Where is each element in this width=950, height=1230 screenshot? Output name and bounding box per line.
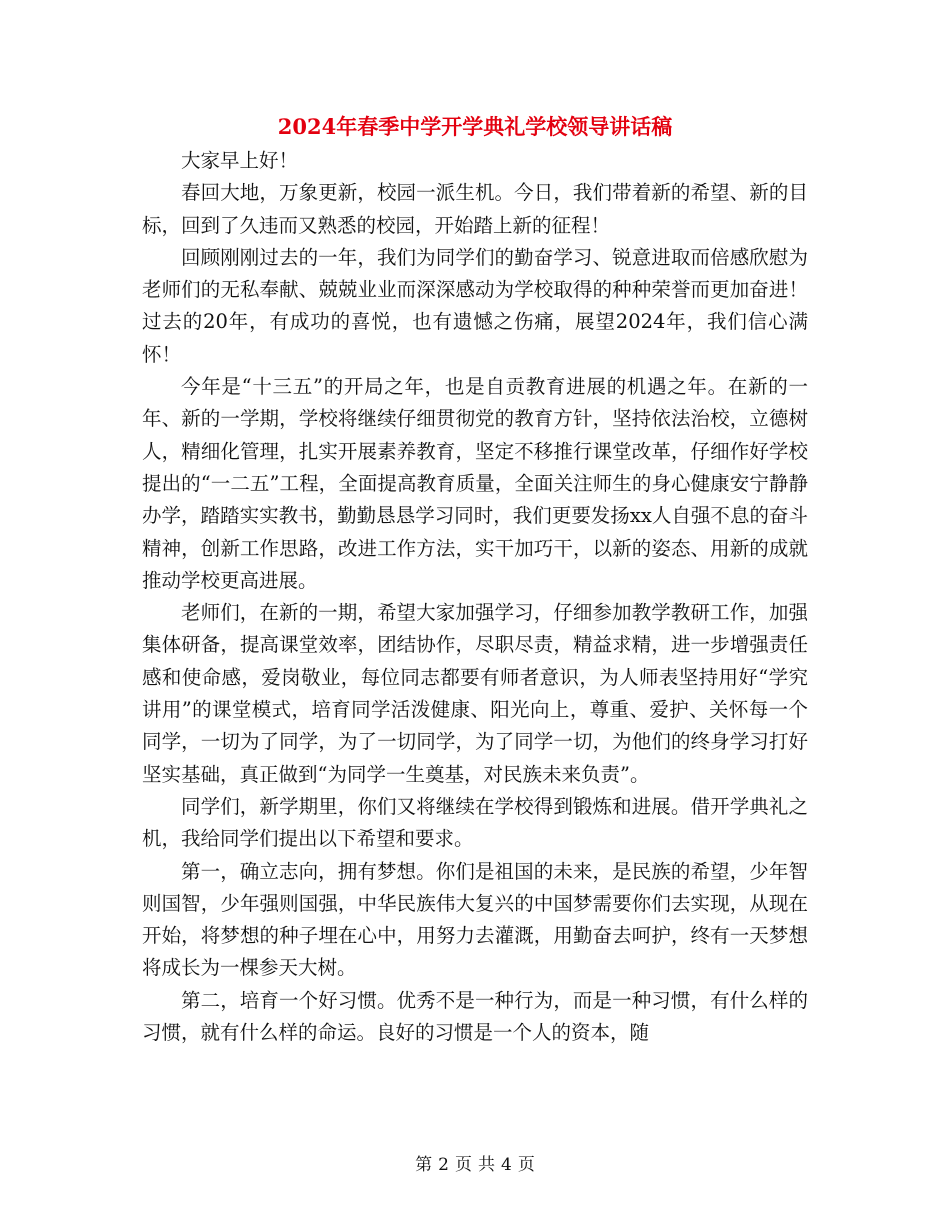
- paragraph: 回顾刚刚过去的一年，我们为同学们的勤奋学习、锐意进取而倍感欣慰为老师们的无私奉献、兢兢业业而深深感动为学校取得的种种荣誉而更加奋进！过去的20年，有成功的喜悦，也有遗憾之伤痛，展望2024年，我们信心满怀！: [142, 245, 808, 366]
- paragraph: 春回大地，万象更新，校园一派生机。今日，我们带着新的希望、新的目标，回到了久违而又熟悉的校园，开始踏上新的征程！: [142, 181, 808, 237]
- footer-total-word: 共: [478, 1155, 495, 1175]
- document-body: [142, 145, 808, 1049]
- paragraph-greeting: 大家早上好！: [181, 149, 299, 172]
- paragraph: 第一，确立志向，拥有梦想。你们是祖国的未来，是民族的希望，少年智则国智，少年强则国强，中华民族伟大复兴的中国梦需要你们去实现，从现在开始，将梦想的种子埋在心中，用努力去灌溉，用勤奋去呵护，终有一天梦想将成长为一棵参天大树。: [142, 859, 808, 980]
- footer-page-word: 页: [455, 1155, 472, 1175]
- paragraph: 老师们，在新的一期，希望大家加强学习，仔细参加教学教研工作，加强集体研备，提高课堂效率，团结协作，尽职尽责，精益求精，进一步增强责任感和使命感，爱岗敬业，每位同志都要有师者意识，为人师表坚持用好“学究讲用”的课堂模式，培育同学活泼健康、阳光向上，尊重、爱护、关怀每一个同学，一切为了同学，为了一切同学，为了同学一切，为他们的终身学习打好坚实基础，真正做到“为同学一生奠基，对民族未来负责”。: [142, 601, 808, 786]
- paragraph: 同学们，新学期里，你们又将继续在学校得到锻炼和进展。借开学典礼之机，我给同学们提出以下希望和要求。: [142, 794, 808, 851]
- page-footer: [0, 1153, 950, 1177]
- footer-current-page: 2: [438, 1155, 449, 1175]
- footer-suffix: 页: [517, 1155, 535, 1175]
- document-title: 2024年春季中学开学典礼学校领导讲话稿: [277, 114, 673, 139]
- paragraph: 第二，培育一个好习惯。优秀不是一种行为，而是一种习惯，有什么样的习惯，就有什么样的命运。良好的习惯是一个人的资本，随: [142, 988, 808, 1045]
- paragraph: 今年是“十三五”的开局之年，也是自贡教育进展的机遇之年。在新的一年、新的一学期，学校将继续仔细贯彻党的教育方针，坚持依法治校，立德树人，精细化管理，扎实开展素养教育，坚定不移推行课堂改革，仔细作好学校提出的“一二五”工程，全面提高教育质量，全面关注师生的身心健康安宁静静办学，踏踏实实教书，勤勤恳恳学习同时，我们更要发扬xx人自强不息的奋斗精神，创新工作思路，改进工作方法，实干加巧干，以新的姿态、用新的成就推动学校更高进展。: [142, 375, 808, 592]
- footer-prefix: 第: [415, 1155, 433, 1175]
- footer-total-pages: 4: [501, 1155, 512, 1175]
